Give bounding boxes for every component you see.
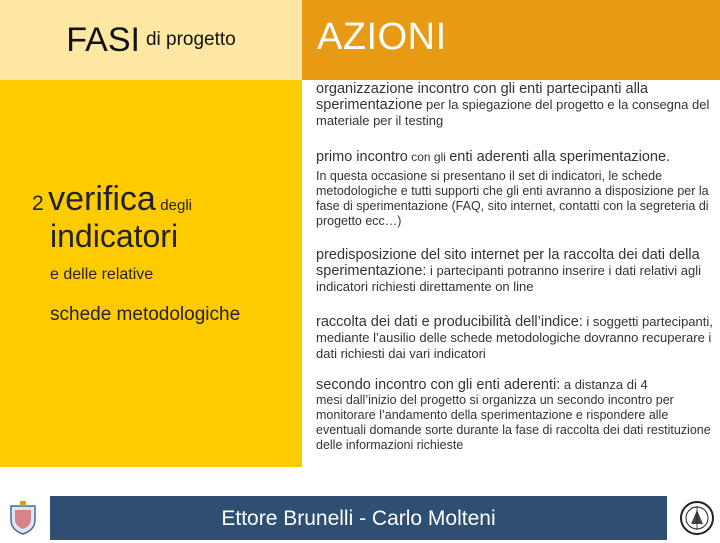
phase-number: 2 <box>32 192 44 215</box>
action-item-5-mid: a distanza di 4 <box>560 377 648 392</box>
action-item-2-rest: In questa occasione si presentano il set di indicatori, le schede metodologiche e tutti supporti che gli enti avranno a disposizione per la fase di sperimentazione (FAQ, sito internet, contatti con la segreteria di progetto ecc…) <box>316 169 709 228</box>
action-item-2-lead: primo incontro <box>316 149 408 165</box>
action-item-1 <box>316 82 714 129</box>
action-item-2-lead2: enti aderenti alla sperimentazione. <box>449 149 671 165</box>
action-item-2-mid: con gli <box>407 150 450 164</box>
university-seal-icon <box>677 498 717 543</box>
action-item-5-rest: mesi dall’inizio del progetto si organizza un secondo incontro per monitorare l’andamento della sperimentazione e rispondere alle eventuali domande sorte durante la fase di raccolta dei dati restituzione delle informazioni richieste <box>316 393 711 452</box>
action-item-4-lead: raccolta dei dati e producibilità dell’indice: <box>316 314 583 330</box>
header-actions <box>302 0 720 80</box>
action-item-5 <box>316 377 714 453</box>
action-item-3-rest: i partecipanti potranno inserire i dati relativi agli indicatori richiesti direttamente on line <box>316 263 702 294</box>
phase-degli: degli <box>160 197 192 214</box>
action-item-3 <box>316 248 714 295</box>
action-item-3-lead: predisposizione del sito internet per la raccolta dei dati della sperimentazione: <box>316 247 700 279</box>
municipal-crest-icon <box>3 498 43 543</box>
action-item-1-lead: organizzazione incontro con gli enti partecipanti alla sperimentazione <box>316 81 649 113</box>
action-item-1-rest: per la spiegazione del progetto e la consegna del materiale per il testing <box>316 97 710 128</box>
phase-title-line1 <box>32 180 192 219</box>
header-fasi: FASI <box>66 20 140 59</box>
footer-authors: Ettore Brunelli - Carlo Molteni <box>221 507 496 530</box>
header-phases <box>0 0 302 80</box>
phase-verifica: verifica <box>48 180 156 218</box>
phase-schede: schede metodologiche <box>50 304 241 325</box>
phase-indicatori: indicatori <box>50 218 179 254</box>
action-item-4-rest: i soggetti partecipanti, mediante l’ausilio delle schede metodologiche dovranno recuperare i dati richiesti dai vari indicatori <box>316 314 713 361</box>
action-item-4 <box>316 314 714 362</box>
action-item-2 <box>316 150 714 229</box>
phase-relative: e delle relative <box>50 266 154 283</box>
header-azioni: AZIONI <box>317 16 447 58</box>
header-di-progetto: di progetto <box>145 29 236 50</box>
action-item-5-lead: secondo incontro con gli enti aderenti: <box>316 377 561 393</box>
